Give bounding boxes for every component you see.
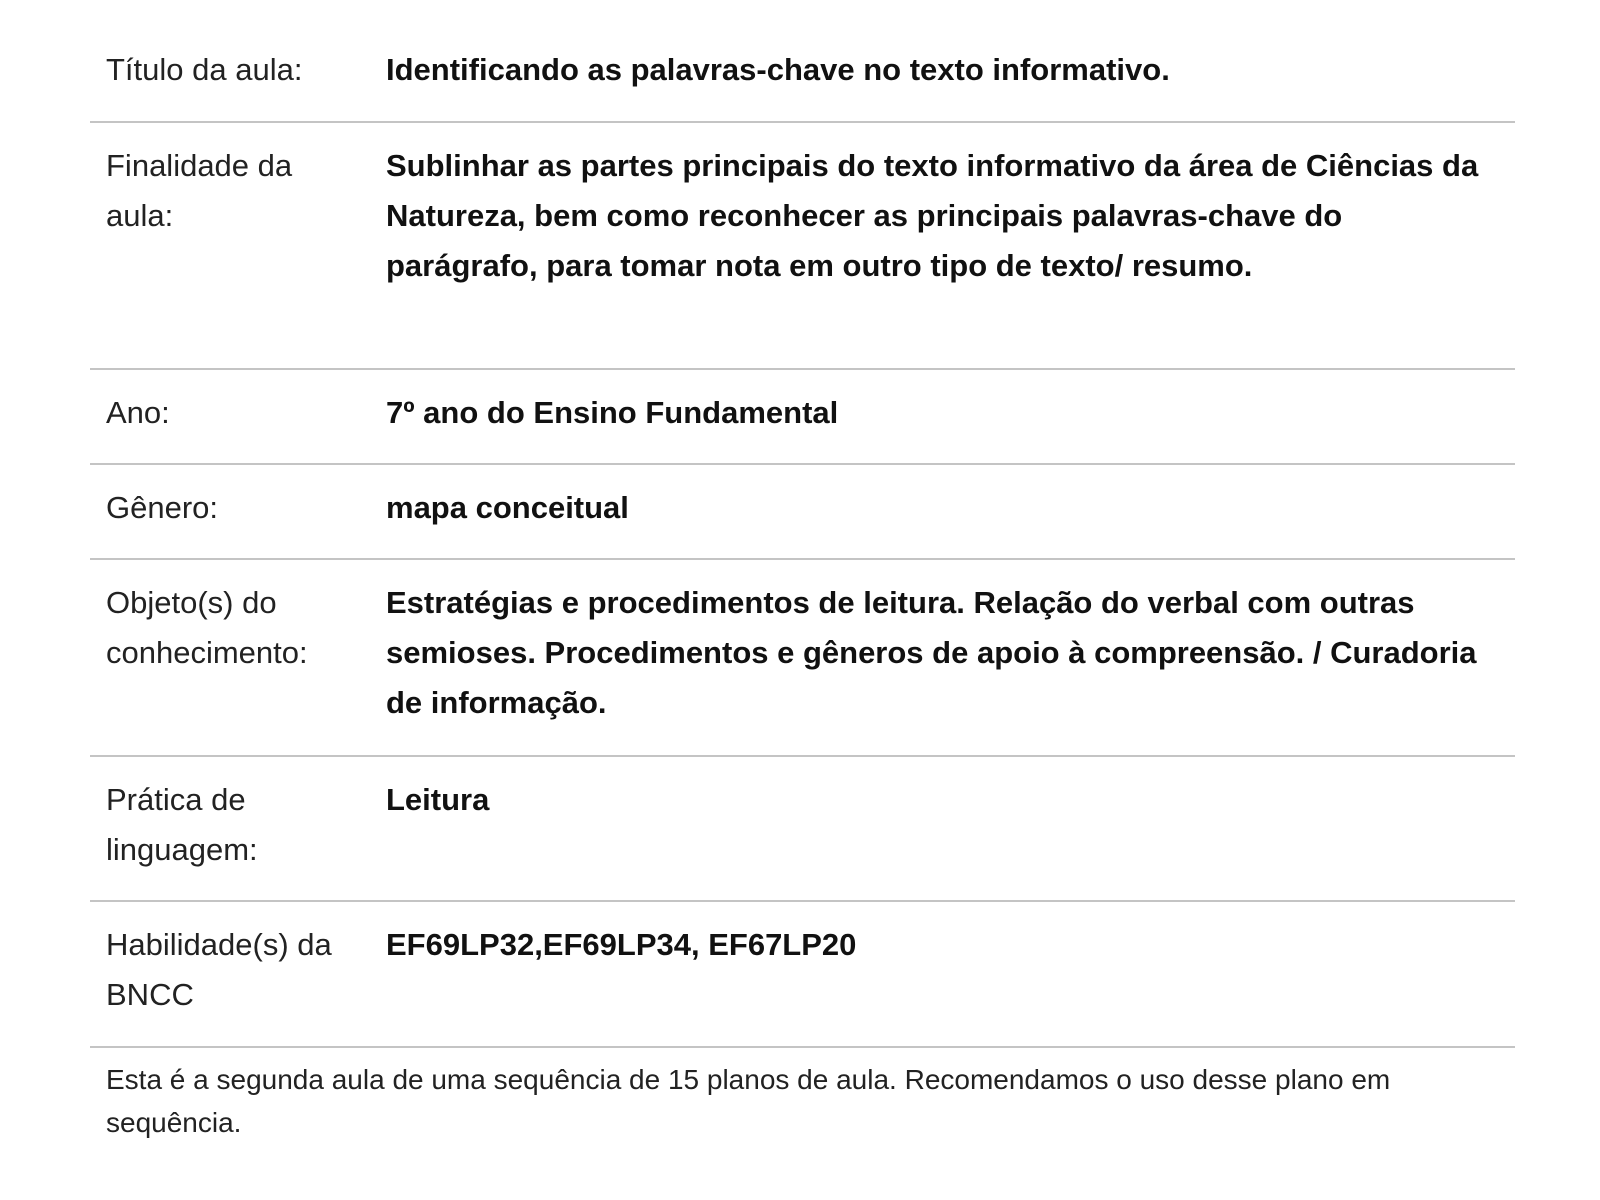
row-label: Ano: [106,395,170,430]
row-value: Leitura [386,782,490,817]
row-label: Habilidade(s) da BNCC [106,927,332,1012]
row-genre [90,465,1515,560]
row-knowledge-objects [90,560,1515,757]
row-label: Gênero: [106,490,219,525]
row-value: mapa conceitual [386,490,629,525]
row-value: Sublinhar as partes principais do texto informativo da área de Ciências da Natureza, bem como reconhecer as principais palavras-chave do parágrafo, para tomar nota em outro tipo de texto/ resumo. [386,148,1479,283]
row-value: Identificando as palavras-chave no texto informativo. [386,52,1170,87]
sequence-note: Esta é a segunda aula de uma sequência de 15 planos de aula. Recomendamos o uso desse plano em sequência. [106,1064,1391,1138]
row-value: 7º ano do Ensino Fundamental [386,395,839,430]
row-lesson-purpose [90,123,1515,370]
row-lesson-title [90,0,1515,123]
row-bncc-skills [90,902,1515,1048]
row-label: Prática de linguagem: [106,782,258,867]
lesson-info-table [90,0,1515,1048]
row-year [90,370,1515,465]
row-label: Objeto(s) do conhecimento: [106,585,308,670]
row-value: Estratégias e procedimentos de leitura. Relação do verbal com outras semioses. Procedimentos e gêneros de apoio à compreensão. / Curadoria de informação. [386,585,1477,720]
row-label: Título da aula: [106,52,303,87]
row-language-practice [90,757,1515,902]
row-value: EF69LP32,EF69LP34, EF67LP20 [386,927,857,962]
row-label: Finalidade da aula: [106,148,293,233]
